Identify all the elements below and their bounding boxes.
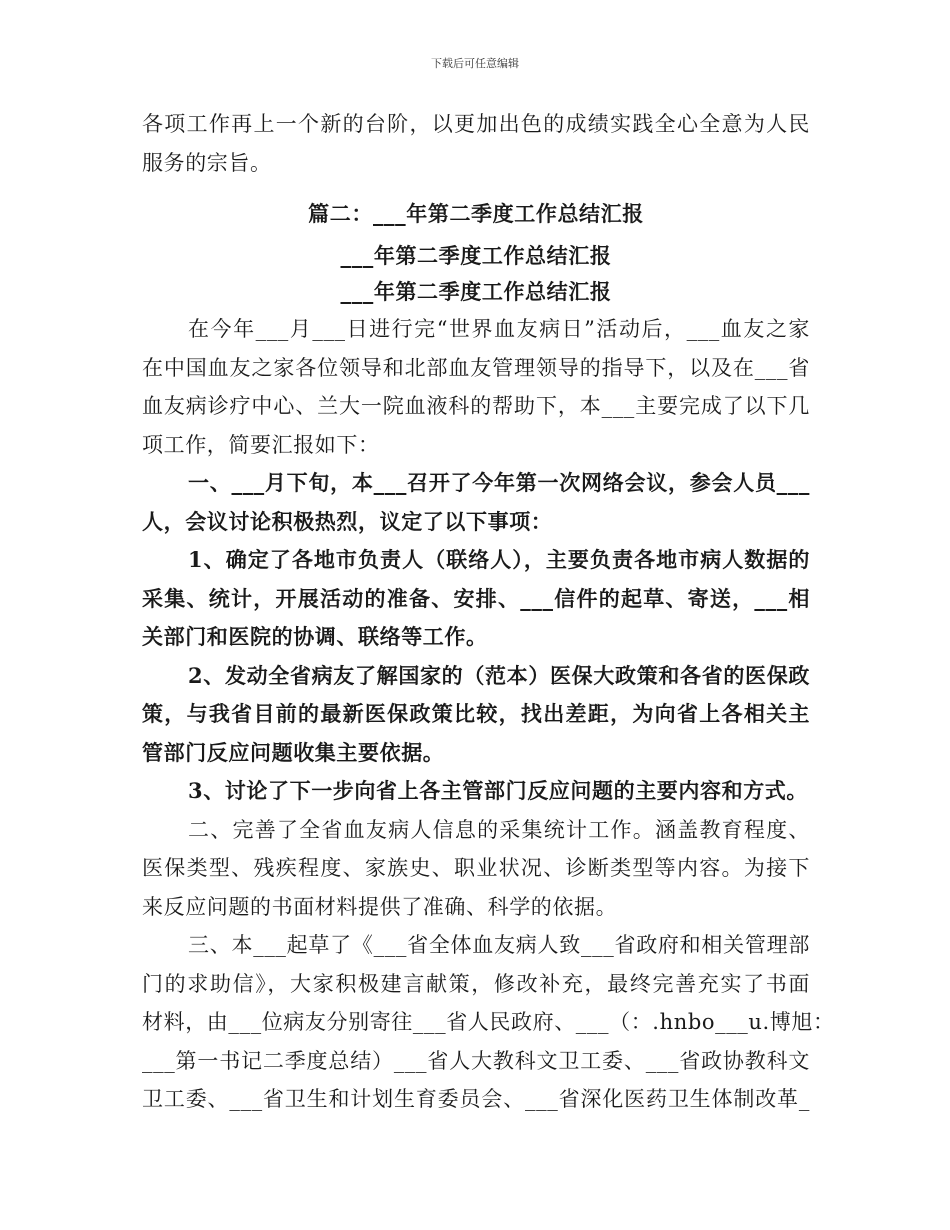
text-line: 管部门反应问题收集主要依据。: [142, 739, 445, 765]
text-line: 1、确定了各地市负责人（联络人），主要负责各地市病人数据的: [188, 547, 810, 572]
text-line: ___第一书记二季度总结）___省人大教科文卫工委、___省政协教科文: [142, 1048, 810, 1073]
text-line: 服务的宗旨。: [142, 150, 272, 175]
text-line: 门的求助信》，大家积极建言献策，修改补充，最终完善充实了书面: [142, 971, 810, 996]
text-line: 材料，由___位病友分别寄往___省人民政府、___（：.hnbo___u.博旭：: [142, 1010, 835, 1034]
page-header-note: 下载后可任意编辑: [431, 57, 519, 70]
text-line: 2、发动全省病友了解国家的（范本）医保大政策和各省的医保政: [188, 662, 810, 688]
text-line: 策，与我省目前的最新医保政策比较，找出差距，为向省上各相关主: [142, 701, 810, 726]
text-line: 二、完善了全省血友病人信息的采集统计工作。涵盖教育程度、: [188, 817, 810, 842]
text-line: 一、___月下旬，本___召开了今年第一次网络会议，参会人员___: [188, 470, 810, 495]
text-line: 项工作，简要汇报如下：: [142, 432, 380, 457]
text-line: ___年第二季度工作总结汇报: [340, 243, 612, 268]
text-line: 采集、统计，开展活动的准备、安排、___信件的起草、寄送，___相: [142, 585, 810, 611]
text-line: 医保类型、残疾程度、家族史、职业状况、诊断类型等内容。为接下: [142, 856, 810, 880]
document-body: [142, 105, 835, 1119]
text-line: 各项工作再上一个新的台阶，以更加出色的成绩实践全心全意为人民: [142, 112, 810, 136]
text-line: 篇二：___年第二季度工作总结汇报: [308, 201, 644, 226]
text-line: 来反应问题的书面材料提供了准确、科学的依据。: [142, 894, 618, 919]
text-line: 关部门和医院的协调、联络等工作。: [142, 624, 488, 649]
text-line: 卫工委、___省卫生和计划生育委员会、___省深化医药卫生体制改革_: [142, 1087, 810, 1111]
text-line: 三、本___起草了《___省全体血友病人致___省政府和相关管理部: [188, 933, 810, 957]
text-line: 3、讨论了下一步向省上各主管部门反应问题的主要内容和方式。: [188, 778, 809, 803]
text-line: ___年第二季度工作总结汇报: [340, 279, 612, 304]
text-line: 在中国血友之家各位领导和北部血友管理领导的指导下，以及在___省: [142, 355, 810, 380]
text-line: 血友病诊疗中心、兰大一院血液科的帮助下，本___主要完成了以下几: [142, 394, 810, 418]
text-line: 人，会议讨论积极热烈，议定了以下事项：: [142, 508, 553, 534]
text-line: 在今年___月___日进行完“世界血友病日”活动后，___血友之家: [188, 317, 810, 341]
